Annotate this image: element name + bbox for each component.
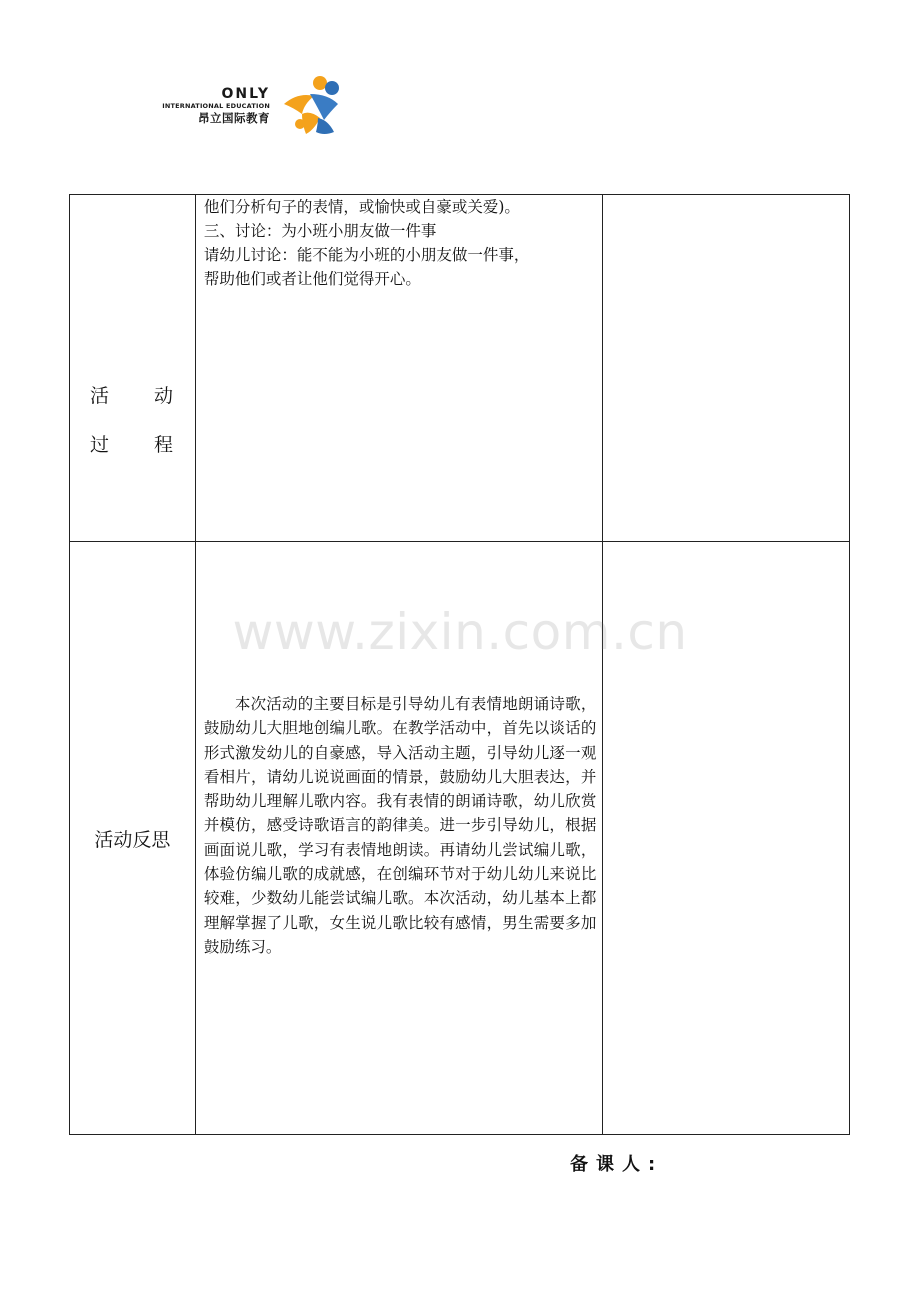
process-line: 请幼儿讨论：能不能为小班的小朋友做一件事， <box>203 246 530 264</box>
process-label-char: 活 <box>90 385 110 407</box>
process-line: 他们分析句子的表情，或愉快或自豪或关爱)。 <box>203 198 520 216</box>
preparer-label: 备课人: <box>570 1154 664 1175</box>
process-label-char: 程 <box>154 434 174 456</box>
process-label-char: 动 <box>154 385 174 407</box>
process-line: 三、讨论：为小班小朋友做一件事 <box>203 222 437 240</box>
process-line: 帮助他们或者让他们觉得开心。 <box>203 270 421 288</box>
process-label-char: 过 <box>90 434 110 456</box>
logo-brand: ONLY <box>221 86 270 102</box>
process-row <box>70 195 850 542</box>
watermark: www.zixin.com.cn <box>232 603 688 661</box>
reflection-label: 活动反思 <box>94 828 171 851</box>
process-content-cell <box>195 195 603 542</box>
lesson-plan-table <box>69 194 850 1135</box>
reflection-content-cell <box>195 542 603 1135</box>
process-notes-cell <box>603 195 850 542</box>
process-label-cell <box>70 195 196 542</box>
logo-subtitle: INTERNATIONAL EDUCATION <box>162 102 270 110</box>
logo-figures-icon <box>280 74 344 138</box>
reflection-text: 本次活动的主要目标是引导幼儿有表情地朗诵诗歌，鼓励幼儿大胆地创编儿歌。在教学活动中，首先以谈话的形式激发幼儿的自豪感，导入活动主题，引导幼儿逐一观看相片，请幼儿说说画面的情景，鼓励幼儿大胆表达，并帮助幼儿理解儿歌内容。我有表情的朗诵诗歌，幼儿欣赏并模仿，感受诗歌语言的韵律美。进一步引导幼儿，根据画面说儿歌，学习有表情地朗读。再请幼儿尝试编儿歌，体验仿编儿歌的成就感，在创编环节对于幼儿幼儿来说比较难，少数幼儿能尝试编儿歌。本次活动，幼儿基本上都理解掌握了儿歌，女生说儿歌比较有感情，男生需要多加鼓励练习。 <box>203 695 597 956</box>
logo-text <box>162 86 270 125</box>
reflection-row <box>70 542 850 1135</box>
brand-logo <box>146 74 346 140</box>
reflection-label-cell <box>70 542 196 1135</box>
logo-name-cn: 昂立国际教育 <box>198 111 270 125</box>
reflection-notes-cell <box>603 542 850 1135</box>
